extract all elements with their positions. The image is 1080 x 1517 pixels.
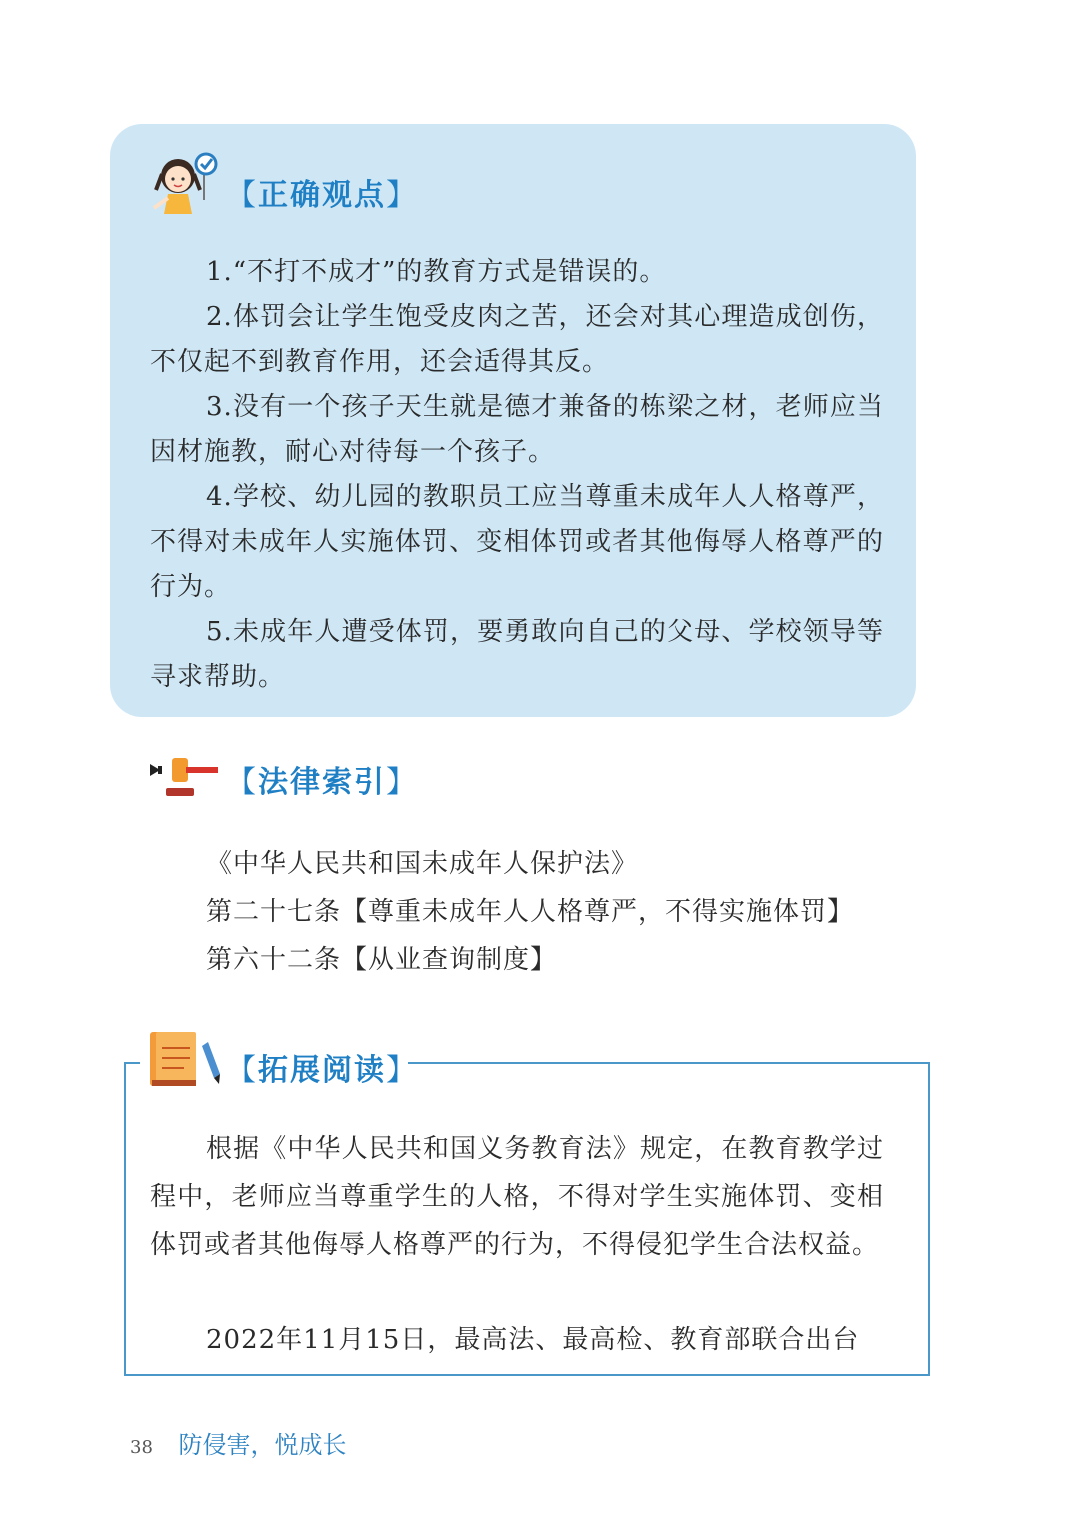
- page-number: 38: [130, 1437, 153, 1458]
- point-2: 2.体罚会让学生饱受皮肉之苦，还会对其心理造成创伤，不仅起不到教育作用，还会适得其反。: [150, 302, 884, 377]
- law-name: 《中华人民共和国未成年人保护法》: [206, 849, 639, 879]
- girl-checkmark-icon: [148, 150, 220, 218]
- book-pencil-icon: [148, 1028, 222, 1088]
- heading-text: 正确观点: [258, 178, 386, 213]
- gavel-icon: [148, 752, 220, 800]
- correct-views-heading: [226, 170, 418, 214]
- point-5: 5.未成年人遭受体罚，要勇敢向自己的父母、学校领导等寻求帮助。: [150, 617, 884, 692]
- book-title: 防侵害，悦成长: [178, 1431, 347, 1459]
- heading-bracket-right: 】: [386, 765, 418, 800]
- heading-text: 法律索引: [258, 765, 386, 800]
- heading-text: 拓展阅读: [258, 1053, 386, 1088]
- point-1: 1.“不打不成才”的教育方式是错误的。: [206, 257, 667, 287]
- reading-paragraph-2: 2022年11月15日，最高法、最高检、教育部联合出台: [206, 1325, 860, 1355]
- point-3: 3.没有一个孩子天生就是德才兼备的栋梁之材，老师应当因材施教，耐心对待每一个孩子。: [150, 392, 884, 467]
- law-index-heading: [226, 757, 418, 801]
- heading-bracket-right: 】: [386, 178, 418, 213]
- law-article-27: 第二十七条【尊重未成年人人格尊严，不得实施体罚】: [206, 897, 855, 927]
- law-article-62: 第六十二条【从业查询制度】: [206, 945, 558, 975]
- point-4: 4.学校、幼儿园的教职员工应当尊重未成年人人格尊严，不得对未成年人实施体罚、变相体罚或者其他侮辱人格尊严的行为。: [150, 482, 884, 602]
- heading-bracket-right: 】: [386, 1053, 418, 1088]
- heading-bracket-left: 【: [226, 178, 258, 213]
- extended-reading-heading: [226, 1045, 418, 1089]
- page-footer: [130, 1425, 347, 1460]
- heading-bracket-left: 【: [226, 765, 258, 800]
- reading-paragraph-1: 根据《中华人民共和国义务教育法》规定，在教育教学过程中，老师应当尊重学生的人格，不得对学生实施体罚、变相体罚或者其他侮辱人格尊严的行为，不得侵犯学生合法权益。: [150, 1134, 884, 1260]
- heading-bracket-left: 【: [226, 1053, 258, 1088]
